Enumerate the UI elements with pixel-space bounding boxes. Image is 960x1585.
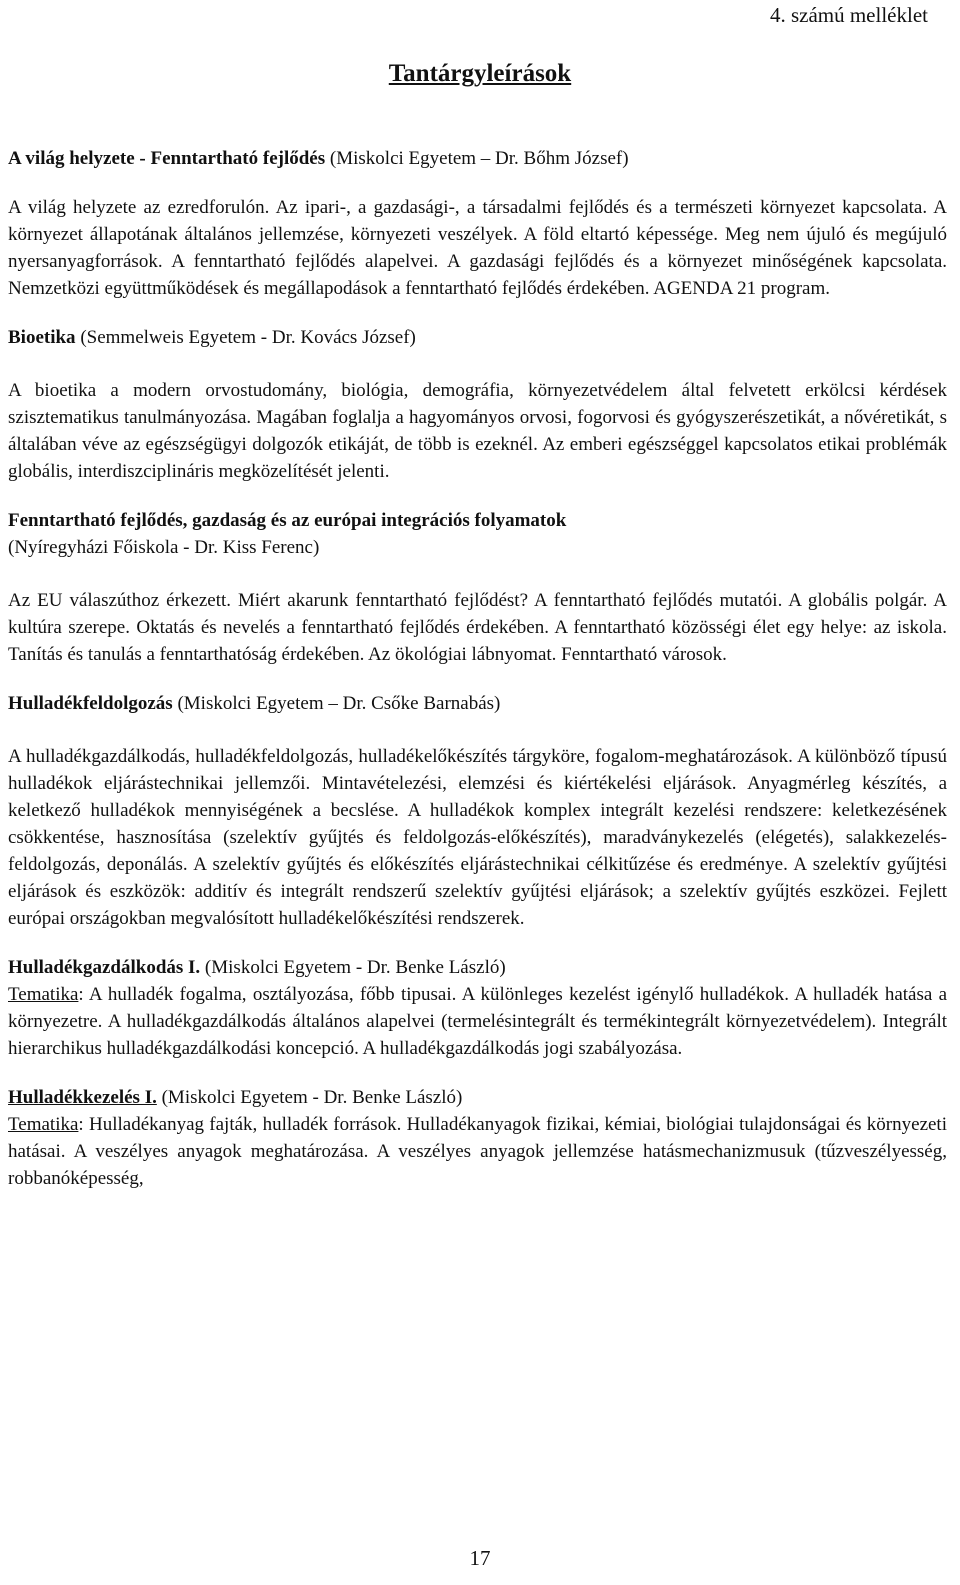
page-number: 17: [469, 1546, 491, 1570]
annex-label: 4. számú melléklet: [769, 3, 928, 27]
course-section: [8, 1084, 947, 1192]
course-source: (Miskolci Egyetem - Dr. Benke László): [161, 1087, 463, 1108]
course-body-text: A világ helyzete az ezredforulón. Az ipari-, a gazdasági-, a társadalmi fejlődés és a természeti környezet kapcsolata. A környezet állapotának általános jellemzése, környezeti veszélyek. A föld eltartó képessége. Meg nem újuló és megújuló nyersanyagforrások. A fenntartható fejlődés alapelvei. A gazdasági fejlődés és a környezet minőségének kapcsolata. Nemzetközi együttműködések és megállapodások a fenntartható fejlődés érdekében. AGENDA 21 program.: [8, 197, 947, 299]
course-source: (Semmelweis Egyetem - Dr. Kovács József): [80, 327, 416, 348]
course-name: Hulladékfeldolgozás: [8, 693, 173, 714]
course-description: [8, 587, 947, 668]
course-description: [8, 981, 947, 1062]
course-body-text: : Hulladékanyag fajták, hulladék források. Hulladékanyagok fizikai, kémiai, biológiai tulajdonságai és környezeti hatásai. A veszélyes anyagok meghatározása. A veszélyes anyagok jellemzése hatásmechanizmusuk (tűzveszélyesség, robbanóképesség,: [8, 1114, 947, 1189]
course-source: (Miskolci Egyetem - Dr. Benke László): [204, 957, 506, 978]
course-body-text: A bioetika a modern orvostudomány, biológia, demográfia, környezetvédelem által felvetett erkölcsi kérdések szisztematikus tanulmányozása. Magában foglalja a hagyományos orvosi, fogorvosi és gyógyszerészetikát, a nővéretikát, s általában véve az egészségügyi dolgozók etikáját, de több is ezeknél. Az emberi egészséggel kapcsolatos etikai problémák globális, interdiszciplináris megközelítését jelenti.: [8, 380, 947, 482]
course-section: [8, 690, 947, 932]
course-name: Fenntartható fejlődés, gazdaság és az európai integrációs folyamatok: [8, 510, 567, 531]
course-body-text: Az EU válaszúthoz érkezett. Miért akarunk fenntartható fejlődést? A fenntartható fejlődés mutatói. A globális polgár. A kultúra szerepe. Oktatás és nevelés a fenntartható fejlődés érdekében. A fenntartható közösségi élet egy helye: az iskola. Tanítás és tanulás a fenntarthatóság érdekében. Az ökológiai lábnyomat. Fenntartható városok.: [8, 590, 947, 665]
course-name: Hulladékkezelés I.: [8, 1087, 157, 1108]
course-source: (Miskolci Egyetem – Dr. Csőke Barnabás): [177, 693, 501, 714]
course-heading: [8, 145, 947, 172]
course-list: [8, 145, 947, 1192]
course-section: [8, 145, 947, 302]
course-description: [8, 1111, 947, 1192]
course-name: Hulladékgazdálkodás I.: [8, 957, 201, 978]
course-heading: [8, 324, 947, 351]
course-description: [8, 377, 947, 485]
page-title: Tantárgyleírások: [388, 60, 572, 87]
course-heading: [8, 690, 947, 717]
course-name: A világ helyzete - Fenntartható fejlődés: [8, 148, 326, 169]
tematika-label: Tematika: [8, 984, 79, 1005]
course-body-text: : A hulladék fogalma, osztályozása, főbb tipusai. A különleges kezelést igénylő hulladékok. A hulladék hatása a környezetre. A hulladékgazdálkodás általános alapelvei (termelésintegrált és termékintegrált környezetvédelem). Integrált hierarchikus hulladékgazdálkodási koncepció. A hulladékgazdálkodás jogi szabályozása.: [8, 984, 947, 1059]
course-section: [8, 324, 947, 485]
tematika-label: Tematika: [8, 1114, 79, 1135]
course-section: [8, 954, 947, 1062]
course-body-text: A hulladékgazdálkodás, hulladékfeldolgozás, hulladékelőkészítés tárgyköre, fogalom-meghatározások. A különböző típusú hulladékok eljárástechnikai jellemzői. Mintavételezési, elemzési és kiértékelési eljárások. Anyagmérleg készítés, a keletkező hulladékok mennyiségének a becslése. A hulladékok komplex integrált kezelési rendszere: keletkezésének csökkentése, hasznosítása (szelektív gyűjtés és feldolgozás-előkészítés), maradványkezelés (elégetés), salakkezelés-feldolgozás, deponálás. A szelektív gyűjtés és előkészítés eljárástechnikai célkitűzése és eredménye. A szelektív gyűjtési eljárások és eszközök: additív és integrált rendszerű szelektív gyűjtési eljárások; a szelektív gyűjtés eszközei. Fejlett európai országokban megvalósított hulladékelőkészítési rendszerek.: [8, 746, 947, 929]
course-description: [8, 194, 947, 302]
course-heading: [8, 954, 947, 981]
course-heading: [8, 1084, 947, 1111]
course-source: (Miskolci Egyetem – Dr. Bőhm József): [329, 148, 629, 169]
course-section: [8, 507, 947, 668]
course-source: (Nyíregyházi Főiskola - Dr. Kiss Ferenc): [8, 537, 320, 558]
course-description: [8, 743, 947, 932]
course-heading: [8, 507, 947, 561]
course-name: Bioetika: [8, 327, 76, 348]
